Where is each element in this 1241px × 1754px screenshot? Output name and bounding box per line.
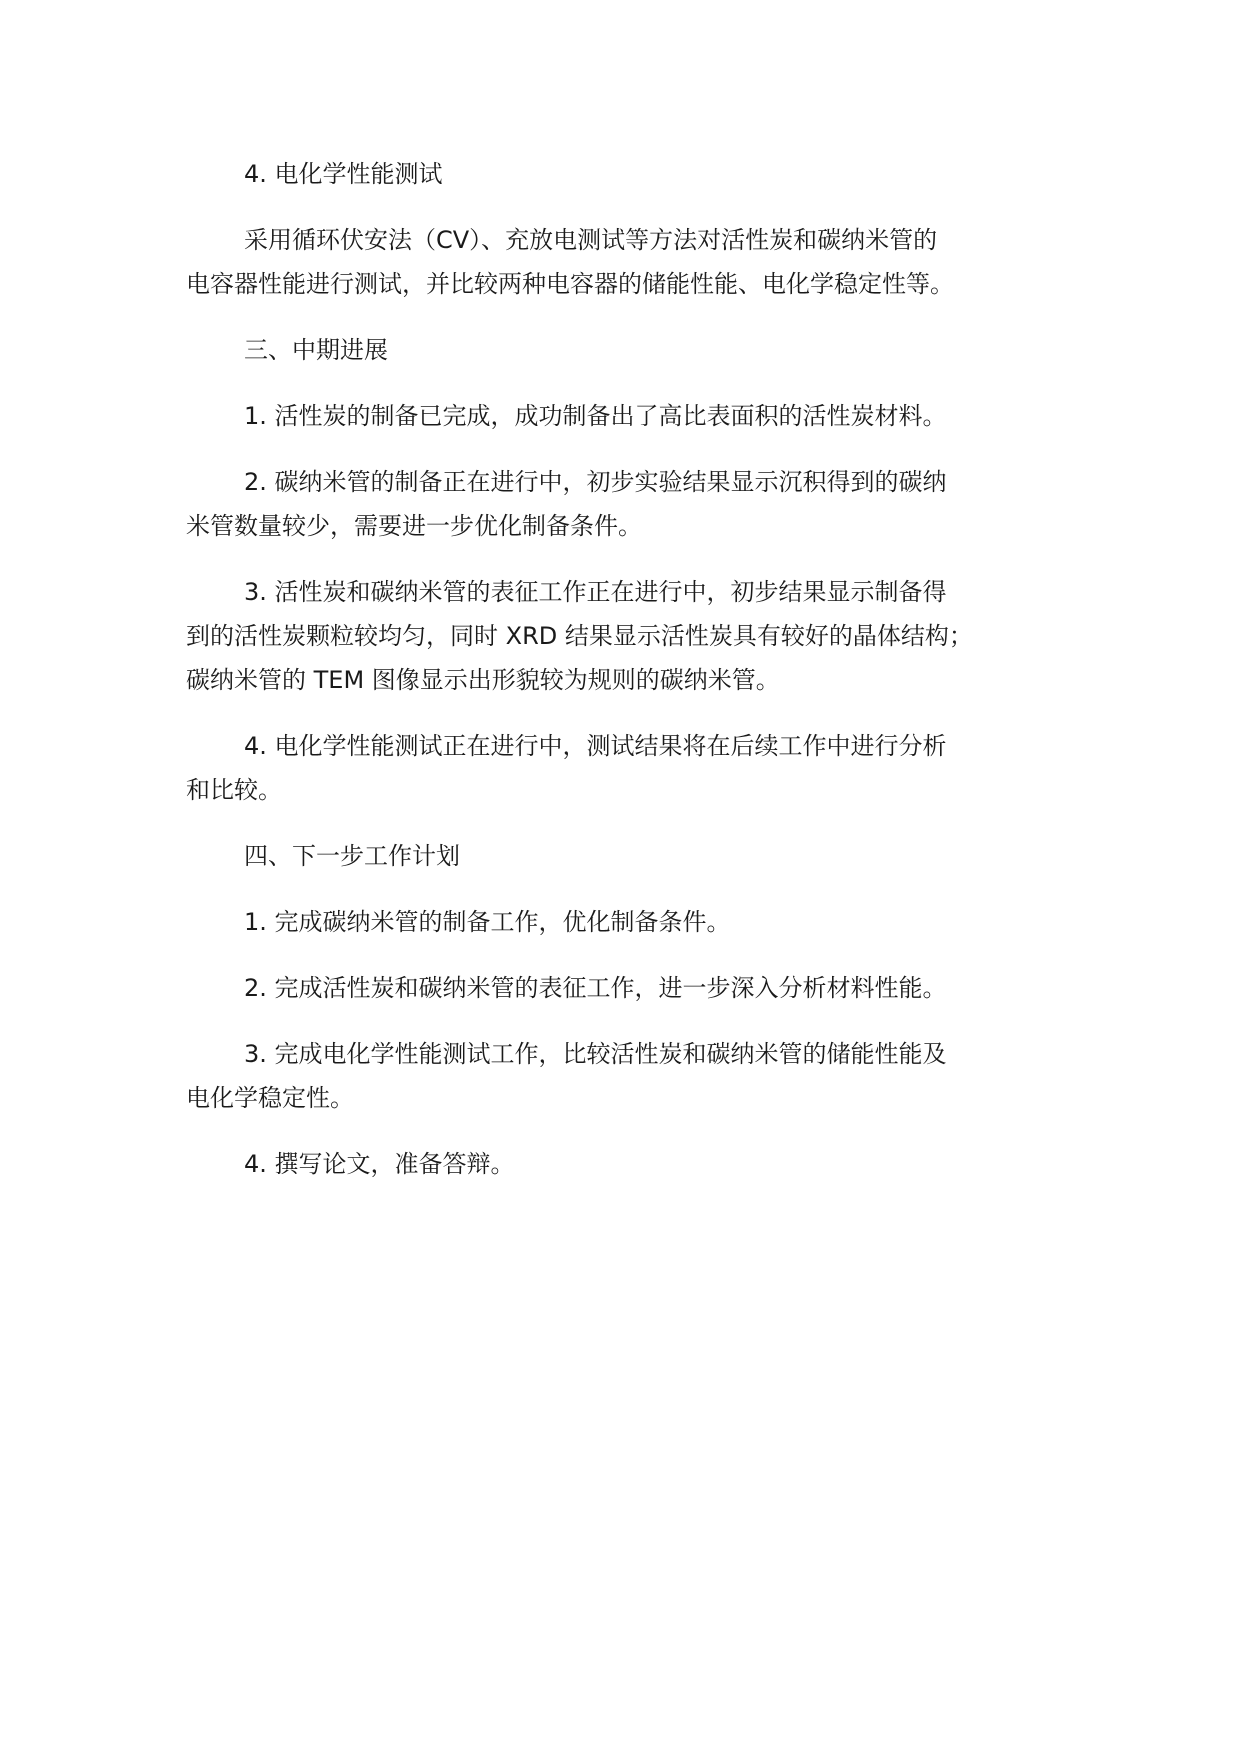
document-body	[186, 152, 1076, 1186]
paragraph-line: 1. 活性炭的制备已完成，成功制备出了高比表面积的活性炭材料。	[244, 402, 947, 430]
paragraph-line: 米管数量较少，需要进一步优化制备条件。	[186, 512, 642, 540]
paragraph-line: 三、中期进展	[244, 336, 388, 364]
progress-item-2	[186, 460, 1076, 548]
paragraph-line: 采用循环伏安法（CV）、充放电测试等方法对活性炭和碳纳米管的	[244, 226, 938, 254]
paragraph-line: 和比较。	[186, 776, 282, 804]
paragraph-line: 4. 电化学性能测试	[244, 160, 443, 188]
plan-item-1	[186, 900, 1076, 944]
paragraph-line: 2. 碳纳米管的制备正在进行中，初步实验结果显示沉积得到的碳纳	[244, 468, 947, 496]
paragraph-line: 1. 完成碳纳米管的制备工作，优化制备条件。	[244, 908, 731, 936]
plan-item-3	[186, 1032, 1076, 1120]
paragraph-line: 电化学稳定性。	[186, 1084, 354, 1112]
plan-item-2	[186, 966, 1076, 1010]
paragraph-line: 3. 完成电化学性能测试工作，比较活性炭和碳纳米管的储能性能及	[244, 1040, 947, 1068]
section-heading-next-plan	[186, 834, 1076, 878]
paragraph-line: 4. 电化学性能测试正在进行中，测试结果将在后续工作中进行分析	[244, 732, 947, 760]
paragraph-line: 3. 活性炭和碳纳米管的表征工作正在进行中，初步结果显示制备得	[244, 578, 947, 606]
paragraph-line: 碳纳米管的 TEM 图像显示出形貌较为规则的碳纳米管。	[186, 666, 780, 694]
paragraph-line: 电容器性能进行测试，并比较两种电容器的储能性能、电化学稳定性等。	[186, 270, 954, 298]
subsection-heading-electrochemical-test	[186, 152, 1076, 196]
section-heading-midterm-progress	[186, 328, 1076, 372]
paragraph-test-method	[186, 218, 1076, 306]
progress-item-4	[186, 724, 1076, 812]
paragraph-line: 2. 完成活性炭和碳纳米管的表征工作，进一步深入分析材料性能。	[244, 974, 947, 1002]
paragraph-line: 4. 撰写论文，准备答辩。	[244, 1150, 515, 1178]
progress-item-3	[186, 570, 1076, 702]
paragraph-line: 四、下一步工作计划	[244, 842, 460, 870]
progress-item-1	[186, 394, 1076, 438]
plan-item-4	[186, 1142, 1076, 1186]
paragraph-line: 到的活性炭颗粒较均匀，同时 XRD 结果显示活性炭具有较好的晶体结构；	[186, 622, 973, 650]
